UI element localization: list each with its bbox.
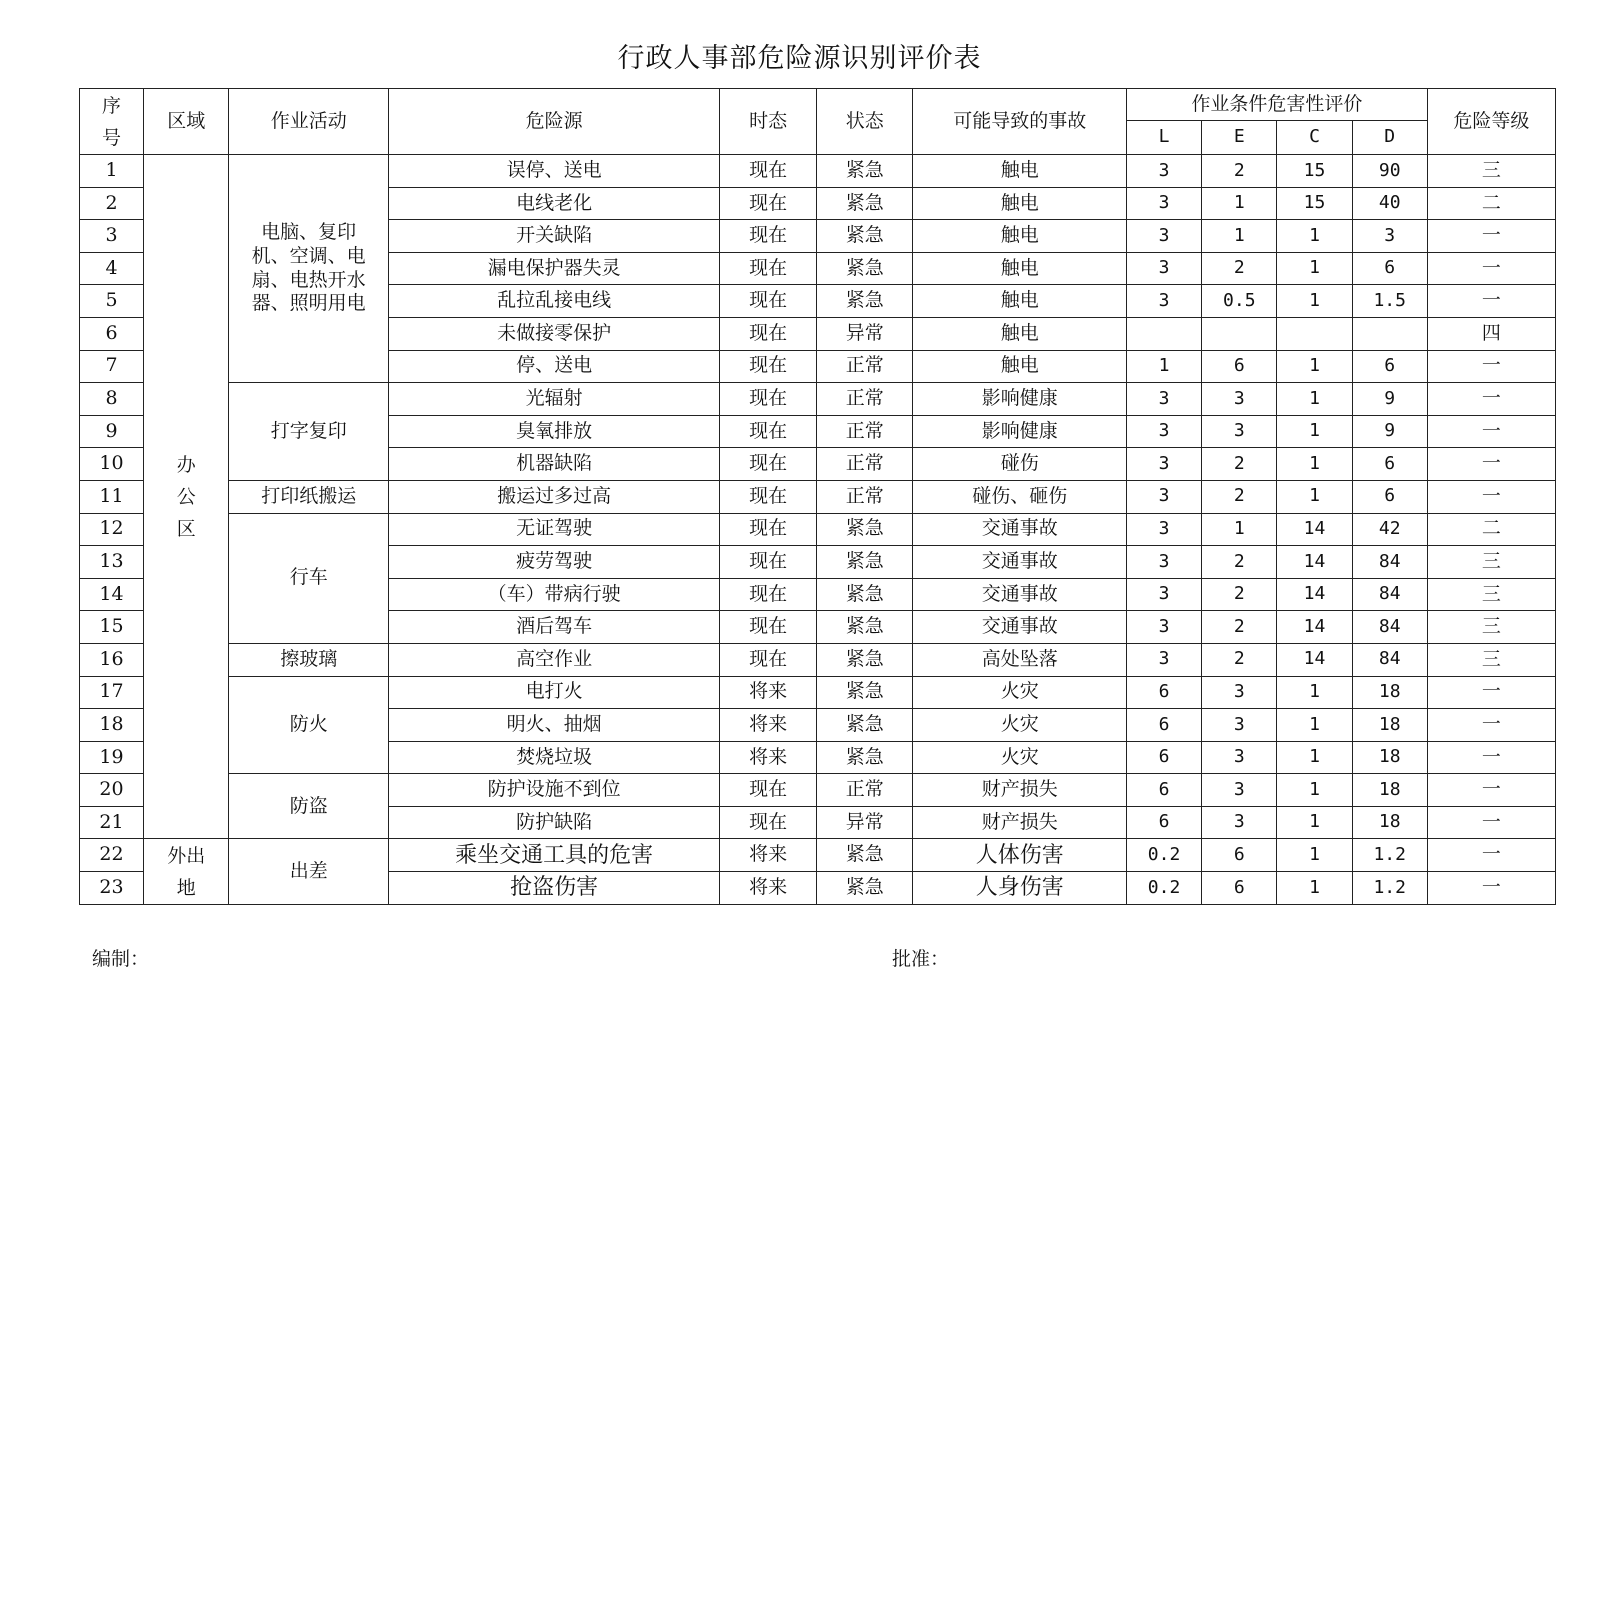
table-row — [80, 513, 1556, 546]
state-cell: 异常 — [816, 317, 913, 350]
d-cell: 84 — [1352, 546, 1427, 579]
header-e: E — [1202, 121, 1277, 155]
state-cell: 紧急 — [816, 709, 913, 742]
l-cell: 0.2 — [1126, 839, 1201, 872]
table-row — [80, 480, 1556, 513]
tense-cell: 将来 — [720, 676, 817, 709]
compiled-by-label: 编制： — [92, 948, 150, 970]
hazard-cell: 搬运过多过高 — [388, 480, 719, 513]
state-cell: 紧急 — [816, 839, 913, 872]
e-cell: 3 — [1202, 741, 1277, 774]
c-cell: 1 — [1277, 415, 1352, 448]
accident-cell: 火灾 — [913, 676, 1126, 709]
state-cell: 紧急 — [816, 513, 913, 546]
level-cell: 一 — [1427, 741, 1555, 774]
level-cell: 一 — [1427, 709, 1555, 742]
level-cell: 一 — [1427, 480, 1555, 513]
l-cell: 6 — [1126, 709, 1201, 742]
seq-cell: 9 — [80, 415, 144, 448]
accident-cell: 碰伤 — [913, 448, 1126, 481]
e-cell: 6 — [1202, 350, 1277, 383]
d-cell: 9 — [1352, 383, 1427, 416]
accident-cell: 触电 — [913, 155, 1126, 188]
tense-cell: 现在 — [720, 285, 817, 318]
seq-cell: 19 — [80, 741, 144, 774]
seq-cell: 1 — [80, 155, 144, 188]
c-cell: 14 — [1277, 611, 1352, 644]
table-row — [80, 774, 1556, 807]
l-cell: 3 — [1126, 155, 1201, 188]
c-cell: 1 — [1277, 774, 1352, 807]
header-l: L — [1126, 121, 1201, 155]
state-cell: 正常 — [816, 350, 913, 383]
l-cell: 6 — [1126, 774, 1201, 807]
c-cell: 1 — [1277, 480, 1352, 513]
d-cell: 18 — [1352, 676, 1427, 709]
accident-cell: 财产损失 — [913, 774, 1126, 807]
activity-cell-glass: 擦玻璃 — [229, 643, 389, 676]
level-cell: 一 — [1427, 774, 1555, 807]
header-level: 危险等级 — [1427, 89, 1555, 155]
e-cell: 3 — [1202, 383, 1277, 416]
d-cell: 6 — [1352, 480, 1427, 513]
header-evaluation: 作业条件危害性评价 — [1126, 89, 1427, 121]
tense-cell: 现在 — [720, 448, 817, 481]
seq-cell: 10 — [80, 448, 144, 481]
accident-cell: 财产损失 — [913, 806, 1126, 839]
accident-cell: 触电 — [913, 350, 1126, 383]
state-cell: 异常 — [816, 806, 913, 839]
l-cell: 3 — [1126, 643, 1201, 676]
c-cell: 1 — [1277, 806, 1352, 839]
seq-cell: 2 — [80, 187, 144, 220]
e-cell: 1 — [1202, 513, 1277, 546]
level-cell: 一 — [1427, 350, 1555, 383]
level-cell: 一 — [1427, 806, 1555, 839]
approved-by-label: 批准： — [892, 948, 950, 970]
activity-cell-driving: 行车 — [229, 513, 389, 643]
seq-cell: 14 — [80, 578, 144, 611]
d-cell: 1.5 — [1352, 285, 1427, 318]
hazard-cell: 停、送电 — [388, 350, 719, 383]
d-cell: 1.2 — [1352, 872, 1427, 905]
activity-cell-electric — [229, 155, 389, 383]
tense-cell: 现在 — [720, 252, 817, 285]
level-cell: 一 — [1427, 415, 1555, 448]
l-cell: 3 — [1126, 513, 1201, 546]
level-cell: 一 — [1427, 285, 1555, 318]
hazard-cell: 电打火 — [388, 676, 719, 709]
hazard-cell: （车）带病行驶 — [388, 578, 719, 611]
e-cell: 2 — [1202, 155, 1277, 188]
activity-cell-paper: 打印纸搬运 — [229, 480, 389, 513]
table-row — [80, 643, 1556, 676]
activity-cell-theft: 防盗 — [229, 774, 389, 839]
accident-cell: 碰伤、砸伤 — [913, 480, 1126, 513]
activity-cell-printing: 打字复印 — [229, 383, 389, 481]
tense-cell: 现在 — [720, 774, 817, 807]
table-row — [80, 155, 1556, 188]
activity-cell-trip: 出差 — [229, 839, 389, 904]
level-cell: 一 — [1427, 383, 1555, 416]
d-cell: 42 — [1352, 513, 1427, 546]
table-row — [80, 839, 1556, 872]
l-cell: 3 — [1126, 480, 1201, 513]
seq-cell: 5 — [80, 285, 144, 318]
c-cell: 1 — [1277, 252, 1352, 285]
hazard-cell: 无证驾驶 — [388, 513, 719, 546]
l-cell — [1126, 317, 1201, 350]
d-cell: 9 — [1352, 415, 1427, 448]
c-cell — [1277, 317, 1352, 350]
hazard-cell: 抢盗伤害 — [388, 872, 719, 905]
signature-footer — [92, 944, 1492, 971]
header-hazard: 危险源 — [388, 89, 719, 155]
c-cell: 1 — [1277, 383, 1352, 416]
area-label: 办公区 — [176, 453, 196, 540]
l-cell: 6 — [1126, 806, 1201, 839]
accident-cell: 触电 — [913, 220, 1126, 253]
c-cell: 14 — [1277, 578, 1352, 611]
page-title: 行政人事部危险源识别评价表 — [617, 43, 982, 74]
seq-cell: 6 — [80, 317, 144, 350]
hazard-cell: 误停、送电 — [388, 155, 719, 188]
accident-cell: 火灾 — [913, 709, 1126, 742]
level-cell: 一 — [1427, 839, 1555, 872]
e-cell: 1 — [1202, 220, 1277, 253]
l-cell: 0.2 — [1126, 872, 1201, 905]
e-cell: 3 — [1202, 806, 1277, 839]
hazard-cell: 乘坐交通工具的危害 — [388, 839, 719, 872]
hazard-cell: 开关缺陷 — [388, 220, 719, 253]
c-cell: 14 — [1277, 643, 1352, 676]
e-cell: 2 — [1202, 252, 1277, 285]
state-cell: 紧急 — [816, 741, 913, 774]
seq-cell: 18 — [80, 709, 144, 742]
seq-cell: 17 — [80, 676, 144, 709]
accident-cell: 火灾 — [913, 741, 1126, 774]
area-cell-office — [144, 155, 229, 839]
table-row — [80, 383, 1556, 416]
d-cell: 90 — [1352, 155, 1427, 188]
c-cell: 14 — [1277, 546, 1352, 579]
c-cell: 15 — [1277, 187, 1352, 220]
seq-cell: 13 — [80, 546, 144, 579]
c-cell: 1 — [1277, 350, 1352, 383]
table-body — [80, 155, 1556, 905]
seq-cell: 16 — [80, 643, 144, 676]
tense-cell: 现在 — [720, 317, 817, 350]
accident-cell: 触电 — [913, 317, 1126, 350]
level-cell: 二 — [1427, 513, 1555, 546]
e-cell: 0.5 — [1202, 285, 1277, 318]
d-cell: 84 — [1352, 578, 1427, 611]
d-cell: 3 — [1352, 220, 1427, 253]
state-cell: 紧急 — [816, 872, 913, 905]
e-cell: 2 — [1202, 643, 1277, 676]
c-cell: 1 — [1277, 741, 1352, 774]
e-cell: 2 — [1202, 546, 1277, 579]
tense-cell: 现在 — [720, 611, 817, 644]
accident-cell: 触电 — [913, 285, 1126, 318]
seq-cell: 4 — [80, 252, 144, 285]
tense-cell: 现在 — [720, 643, 817, 676]
level-cell: 一 — [1427, 872, 1555, 905]
state-cell: 紧急 — [816, 643, 913, 676]
hazard-cell: 臭氧排放 — [388, 415, 719, 448]
c-cell: 1 — [1277, 285, 1352, 318]
tense-cell: 现在 — [720, 578, 817, 611]
activity-cell-fire: 防火 — [229, 676, 389, 774]
tense-cell: 现在 — [720, 350, 817, 383]
header-state: 状态 — [816, 89, 913, 155]
e-cell: 2 — [1202, 578, 1277, 611]
level-cell: 四 — [1427, 317, 1555, 350]
e-cell: 6 — [1202, 872, 1277, 905]
d-cell: 84 — [1352, 643, 1427, 676]
state-cell: 正常 — [816, 480, 913, 513]
c-cell: 14 — [1277, 513, 1352, 546]
seq-cell: 11 — [80, 480, 144, 513]
state-cell: 紧急 — [816, 220, 913, 253]
state-cell: 紧急 — [816, 155, 913, 188]
accident-cell: 交通事故 — [913, 611, 1126, 644]
c-cell: 1 — [1277, 676, 1352, 709]
hazard-cell: 明火、抽烟 — [388, 709, 719, 742]
header-seq-label: 序号 — [102, 94, 122, 149]
e-cell: 3 — [1202, 415, 1277, 448]
d-cell: 84 — [1352, 611, 1427, 644]
tense-cell: 现在 — [720, 187, 817, 220]
activity-label: 电脑、复印机、空调、电扇、电热开水器、照明用电 — [251, 221, 366, 315]
tense-cell: 将来 — [720, 709, 817, 742]
state-cell: 紧急 — [816, 676, 913, 709]
seq-cell: 12 — [80, 513, 144, 546]
l-cell: 3 — [1126, 383, 1201, 416]
d-cell: 18 — [1352, 741, 1427, 774]
tense-cell: 现在 — [720, 480, 817, 513]
l-cell: 3 — [1126, 448, 1201, 481]
seq-cell: 21 — [80, 806, 144, 839]
l-cell: 3 — [1126, 415, 1201, 448]
hazard-cell: 防护缺陷 — [388, 806, 719, 839]
hazard-cell: 高空作业 — [388, 643, 719, 676]
header-seq — [80, 89, 144, 155]
hazard-cell: 光辐射 — [388, 383, 719, 416]
c-cell: 1 — [1277, 709, 1352, 742]
accident-cell: 触电 — [913, 187, 1126, 220]
accident-cell: 人体伤害 — [913, 839, 1126, 872]
l-cell: 3 — [1126, 252, 1201, 285]
hazard-cell: 未做接零保护 — [388, 317, 719, 350]
hazard-cell: 电线老化 — [388, 187, 719, 220]
table-row — [80, 676, 1556, 709]
d-cell: 6 — [1352, 350, 1427, 383]
area-label: 外出地 — [167, 844, 206, 899]
level-cell: 三 — [1427, 546, 1555, 579]
e-cell: 2 — [1202, 611, 1277, 644]
e-cell: 3 — [1202, 709, 1277, 742]
state-cell: 正常 — [816, 383, 913, 416]
seq-cell: 7 — [80, 350, 144, 383]
l-cell: 6 — [1126, 676, 1201, 709]
d-cell: 6 — [1352, 252, 1427, 285]
tense-cell: 现在 — [720, 806, 817, 839]
hazard-cell: 机器缺陷 — [388, 448, 719, 481]
header-area: 区域 — [144, 89, 229, 155]
c-cell: 1 — [1277, 839, 1352, 872]
state-cell: 紧急 — [816, 252, 913, 285]
level-cell: 三 — [1427, 643, 1555, 676]
e-cell: 2 — [1202, 480, 1277, 513]
e-cell: 2 — [1202, 448, 1277, 481]
seq-cell: 23 — [80, 872, 144, 905]
l-cell: 3 — [1126, 578, 1201, 611]
c-cell: 1 — [1277, 448, 1352, 481]
hazard-cell: 防护设施不到位 — [388, 774, 719, 807]
d-cell: 1.2 — [1352, 839, 1427, 872]
state-cell: 紧急 — [816, 546, 913, 579]
header-accident: 可能导致的事故 — [913, 89, 1126, 155]
state-cell: 正常 — [816, 774, 913, 807]
tense-cell: 现在 — [720, 546, 817, 579]
c-cell: 1 — [1277, 872, 1352, 905]
level-cell: 三 — [1427, 578, 1555, 611]
hazard-cell: 焚烧垃圾 — [388, 741, 719, 774]
tense-cell: 将来 — [720, 872, 817, 905]
d-cell: 18 — [1352, 806, 1427, 839]
accident-cell: 影响健康 — [913, 415, 1126, 448]
accident-cell: 触电 — [913, 252, 1126, 285]
tense-cell: 现在 — [720, 220, 817, 253]
header-activity: 作业活动 — [229, 89, 389, 155]
l-cell: 3 — [1126, 187, 1201, 220]
e-cell: 3 — [1202, 676, 1277, 709]
seq-cell: 22 — [80, 839, 144, 872]
tense-cell: 现在 — [720, 383, 817, 416]
header-c: C — [1277, 121, 1352, 155]
header-tense: 时态 — [720, 89, 817, 155]
hazard-cell: 乱拉乱接电线 — [388, 285, 719, 318]
seq-cell: 15 — [80, 611, 144, 644]
d-cell: 18 — [1352, 709, 1427, 742]
d-cell: 6 — [1352, 448, 1427, 481]
tense-cell: 现在 — [720, 155, 817, 188]
state-cell: 紧急 — [816, 285, 913, 318]
level-cell: 一 — [1427, 676, 1555, 709]
e-cell: 1 — [1202, 187, 1277, 220]
state-cell: 紧急 — [816, 611, 913, 644]
hazard-cell: 酒后驾车 — [388, 611, 719, 644]
state-cell: 紧急 — [816, 578, 913, 611]
l-cell: 6 — [1126, 741, 1201, 774]
l-cell: 3 — [1126, 220, 1201, 253]
d-cell — [1352, 317, 1427, 350]
level-cell: 二 — [1427, 187, 1555, 220]
tense-cell: 现在 — [720, 513, 817, 546]
level-cell: 三 — [1427, 155, 1555, 188]
tense-cell: 将来 — [720, 839, 817, 872]
hazard-cell: 漏电保护器失灵 — [388, 252, 719, 285]
accident-cell: 高处坠落 — [913, 643, 1126, 676]
l-cell: 3 — [1126, 546, 1201, 579]
c-cell: 1 — [1277, 220, 1352, 253]
hazard-cell: 疲劳驾驶 — [388, 546, 719, 579]
state-cell: 正常 — [816, 448, 913, 481]
seq-cell: 3 — [80, 220, 144, 253]
level-cell: 三 — [1427, 611, 1555, 644]
seq-cell: 20 — [80, 774, 144, 807]
level-cell: 一 — [1427, 220, 1555, 253]
area-cell-outside — [144, 839, 229, 904]
accident-cell: 交通事故 — [913, 578, 1126, 611]
accident-cell: 人身伤害 — [913, 872, 1126, 905]
e-cell: 6 — [1202, 839, 1277, 872]
seq-cell: 8 — [80, 383, 144, 416]
level-cell: 一 — [1427, 252, 1555, 285]
accident-cell: 影响健康 — [913, 383, 1126, 416]
level-cell: 一 — [1427, 448, 1555, 481]
d-cell: 18 — [1352, 774, 1427, 807]
l-cell: 3 — [1126, 285, 1201, 318]
l-cell: 1 — [1126, 350, 1201, 383]
accident-cell: 交通事故 — [913, 546, 1126, 579]
header-d: D — [1352, 121, 1427, 155]
c-cell: 15 — [1277, 155, 1352, 188]
tense-cell: 将来 — [720, 741, 817, 774]
e-cell — [1202, 317, 1277, 350]
l-cell: 3 — [1126, 611, 1201, 644]
hazard-table — [79, 88, 1556, 905]
tense-cell: 现在 — [720, 415, 817, 448]
d-cell: 40 — [1352, 187, 1427, 220]
e-cell: 3 — [1202, 774, 1277, 807]
accident-cell: 交通事故 — [913, 513, 1126, 546]
state-cell: 紧急 — [816, 187, 913, 220]
state-cell: 正常 — [816, 415, 913, 448]
